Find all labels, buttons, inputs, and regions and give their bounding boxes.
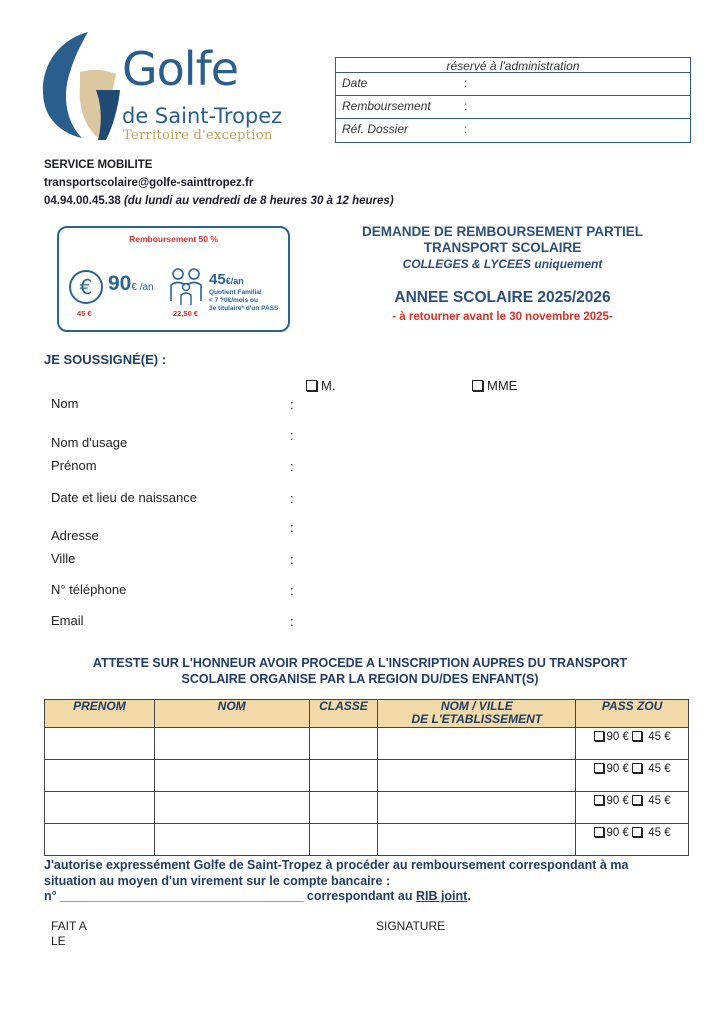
title-line1: DEMANDE DE REMBOURSEMENT PARTIEL [361, 224, 643, 239]
cell-classe[interactable] [309, 760, 378, 792]
field-label-nom-usage: Nom d'usage [51, 435, 128, 450]
authorize-line3 [44, 889, 471, 903]
field-colon: : [290, 397, 294, 412]
cell-prenom[interactable] [45, 792, 155, 824]
admin-colon: : [464, 99, 468, 113]
checkbox-mme-label: MME [487, 378, 518, 393]
cell-classe[interactable] [309, 824, 378, 856]
admin-row-remboursement [336, 95, 690, 118]
admin-colon: : [464, 122, 468, 136]
col-header-classe: CLASSE [309, 700, 378, 728]
cell-nom[interactable] [154, 760, 309, 792]
col-header-etablissement [378, 700, 576, 728]
pass-option-90: 90 € [606, 827, 633, 839]
field-colon: : [290, 614, 294, 629]
checkbox-square-icon[interactable] [472, 380, 483, 391]
admin-row-date [336, 72, 690, 95]
cell-nom[interactable] [154, 824, 309, 856]
school-year: ANNEE SCOLAIRE 2025/2026 [394, 289, 611, 306]
checkbox-square-icon[interactable] [594, 731, 604, 741]
attest-line1: ATTESTE SUR L'HONNEUR AVOIR PROCEDE A L'INSCRIPTION AUPRES DU TRANSPORT [92, 656, 628, 670]
checkbox-square-icon[interactable] [306, 380, 317, 391]
col-header-prenom: PRENOM [45, 700, 155, 728]
service-phone: 04.94.00.45.38 [44, 195, 121, 207]
family-icon [169, 267, 203, 307]
table-row [45, 792, 689, 824]
checkbox-square-icon[interactable] [632, 827, 642, 837]
authorize-account-line: n° ___________________________________ correspondant au [44, 889, 416, 903]
euro-icon [68, 269, 104, 305]
checkbox-square-icon[interactable] [632, 763, 642, 773]
pass-option-45: 45 € [645, 827, 671, 839]
refund-amount2-unit: €/an [225, 276, 244, 286]
col-header-nom: NOM [154, 700, 309, 728]
field-colon: : [290, 428, 294, 443]
checkbox-square-icon[interactable] [594, 763, 604, 773]
authorize-line1: J'autorise expressément Golfe de Saint-Tropez à procéder au remboursement correspondant à ma [44, 858, 629, 872]
checkbox-mme[interactable] [472, 378, 517, 393]
admin-colon: : [464, 76, 468, 90]
admin-box [335, 57, 691, 143]
le-label: LE [51, 934, 66, 948]
service-hours: (du lundi au vendredi de 8 heures 30 à 12 heures) [123, 195, 394, 207]
checkbox-square-icon[interactable] [632, 795, 642, 805]
service-name: SERVICE MOBILITE [44, 159, 153, 171]
cell-prenom[interactable] [45, 760, 155, 792]
cell-classe[interactable] [309, 792, 378, 824]
refund-amount1-unit: € /an [131, 282, 154, 293]
refund-amount2-sub: 22,50 € [173, 309, 199, 318]
table-row [45, 760, 689, 792]
cell-pass-zou [576, 824, 689, 856]
cell-classe[interactable] [309, 728, 378, 760]
refund-qf-line2: < 7 ?0€/mois ou [209, 297, 258, 304]
cell-nom[interactable] [154, 792, 309, 824]
attest-line2: SCOLAIRE ORGANISE PAR LA REGION DU/DES ENFANT(S) [181, 672, 539, 686]
pass-option-45: 45 € [645, 763, 671, 775]
signature-label: SIGNATURE [376, 919, 446, 933]
admin-label: Date [342, 76, 368, 90]
form-heading: JE SOUSSIGNÉ(E) : [44, 352, 167, 367]
children-table [44, 699, 689, 856]
authorize-suffix: . [467, 889, 471, 903]
field-label-email: Email [51, 613, 84, 628]
checkbox-square-icon[interactable] [594, 827, 604, 837]
field-colon: : [290, 552, 294, 567]
refund-qf-text [209, 289, 278, 313]
title-line3: COLLEGES & LYCEES uniquement [402, 257, 603, 271]
pass-option-90: 90 € [606, 731, 633, 743]
rib-link: RIB joint [415, 889, 468, 903]
pass-option-90: 90 € [606, 795, 633, 807]
cell-pass-zou [576, 728, 689, 760]
col-header-etablissement-line2: DE L'ETABLISSEMENT [411, 712, 543, 726]
refund-header: Remboursement 50 % [129, 234, 218, 244]
admin-header: réservé à l'administration [446, 59, 580, 73]
refund-amount1 [108, 273, 154, 294]
authorize-line2: situation au moyen d'un virement sur le compte bancaire : [44, 874, 391, 888]
logo-tagline: Territoire d'exception [123, 128, 273, 143]
cell-etablissement[interactable] [378, 792, 576, 824]
checkbox-square-icon[interactable] [632, 731, 642, 741]
refund-amount2-value: 45 [209, 271, 226, 288]
col-header-pass: PASS ZOU [576, 700, 689, 728]
col-header-etablissement-line1: NOM / VILLE [440, 699, 513, 713]
deadline: - à retourner avant le 30 novembre 2025- [392, 311, 613, 323]
refund-amount1-value: 90 [108, 272, 132, 295]
field-label-naissance: Date et lieu de naissance [51, 490, 197, 505]
logo-line2: de Saint-Tropez [122, 104, 283, 128]
pass-option-45: 45 € [645, 795, 671, 807]
field-colon: : [290, 491, 294, 506]
field-colon: : [290, 520, 294, 535]
cell-pass-zou [576, 760, 689, 792]
cell-nom[interactable] [154, 728, 309, 760]
table-row [45, 728, 689, 760]
field-label-ville: Ville [51, 551, 76, 566]
table-header-row [45, 700, 689, 728]
cell-prenom[interactable] [45, 728, 155, 760]
cell-etablissement[interactable] [378, 824, 576, 856]
field-colon: : [290, 459, 294, 474]
cell-etablissement[interactable] [378, 728, 576, 760]
table-row [45, 824, 689, 856]
pass-option-45: 45 € [645, 731, 671, 743]
svg-text:€: € [79, 275, 93, 299]
service-email[interactable]: transportscolaire@golfe-sainttropez.fr [44, 177, 254, 189]
cell-pass-zou [576, 792, 689, 824]
cell-prenom[interactable] [45, 824, 155, 856]
title-line2: TRANSPORT SCOLAIRE [423, 240, 582, 255]
field-label-telephone: N° téléphone [51, 582, 127, 597]
refund-amount1-sub: 45 € [77, 309, 92, 318]
logo-line1: Golfe [122, 42, 239, 96]
logo-mark-icon [36, 30, 126, 145]
checkbox-mr[interactable] [306, 378, 335, 393]
field-label-adresse: Adresse [51, 528, 99, 543]
checkbox-square-icon[interactable] [594, 795, 604, 805]
cell-etablissement[interactable] [378, 760, 576, 792]
field-colon: : [290, 583, 294, 598]
refund-amount2 [209, 272, 244, 287]
pass-option-90: 90 € [606, 763, 633, 775]
field-label-nom: Nom [51, 396, 79, 411]
refund-qf-line3: 3e titulaire* d'un PASS [209, 305, 279, 312]
fait-a-label: FAIT A [51, 919, 87, 933]
checkbox-mr-label: M. [321, 378, 336, 393]
admin-label: Remboursement [342, 99, 431, 113]
admin-row-ref [336, 118, 690, 141]
admin-label: Réf. Dossier [342, 122, 409, 136]
refund-qf-line1: Quotient Familial [209, 289, 262, 296]
field-label-prenom: Prénom [51, 458, 97, 473]
service-phone-line [44, 195, 394, 207]
refund-info-card [57, 226, 290, 332]
